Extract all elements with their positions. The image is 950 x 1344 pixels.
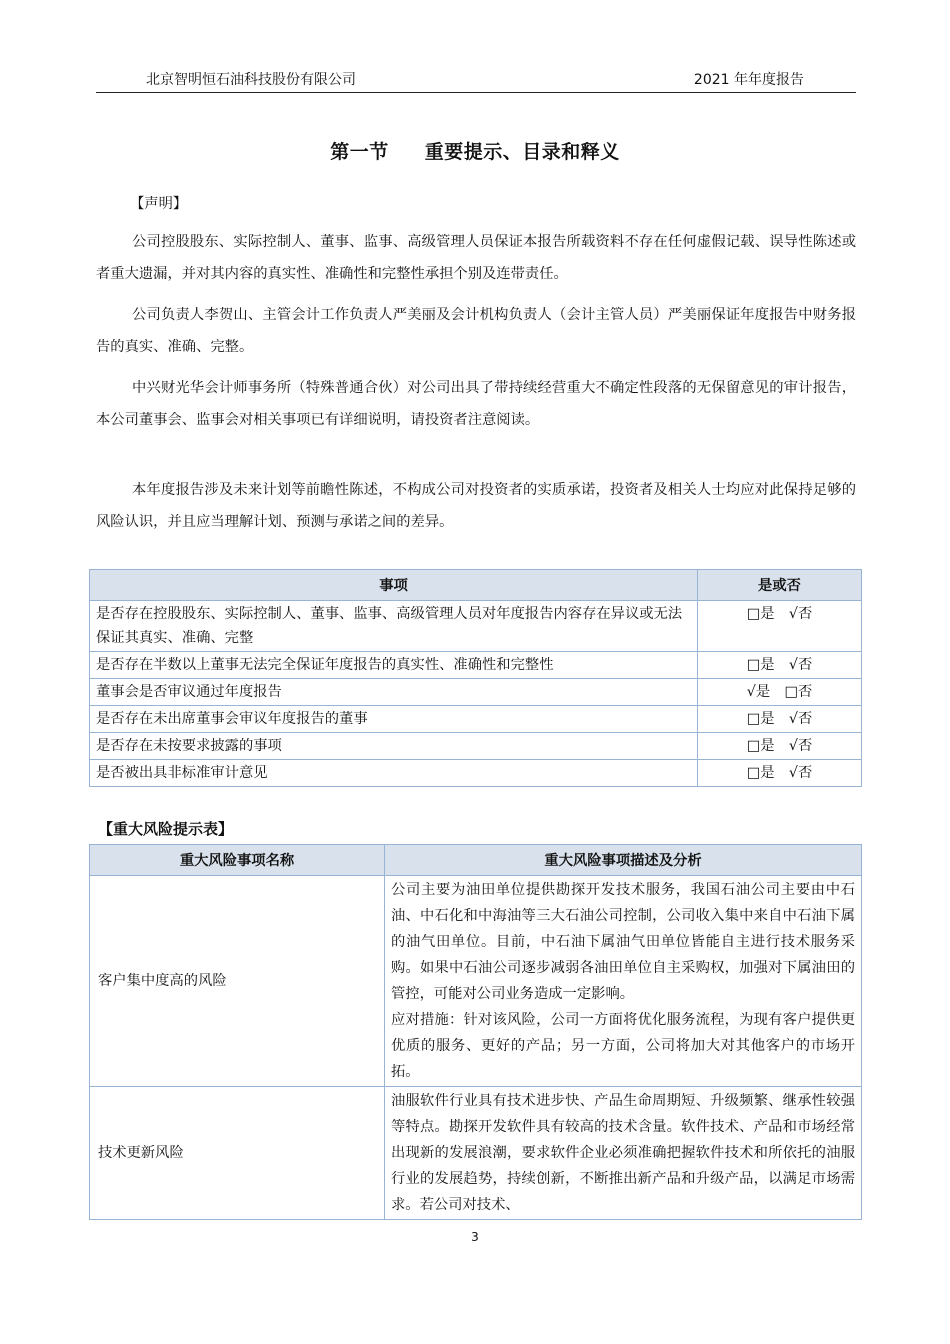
table-row [90,876,862,1087]
risk-table-heading: 【重大风险提示表】 [98,820,234,838]
risk-header-desc: 重大风险事项描述及分析 [385,845,862,876]
table-row [90,706,862,733]
matters-table [89,569,862,787]
risk-table [89,844,862,1220]
matter-item: 是否存在未出席董事会审议年度报告的董事 [90,706,698,733]
risk-name: 技术更新风险 [90,1087,385,1220]
matters-header-answer: 是或否 [698,570,862,601]
matter-item: 是否被出具非标准审计意见 [90,760,698,787]
risk-name: 客户集中度高的风险 [90,876,385,1087]
risk-description [385,876,862,1087]
section-name: 重要提示、目录和释义 [424,141,620,163]
paragraph-responsible-persons: 公司负责人李贺山、主管会计工作负责人严美丽及会计机构负责人（会计主管人员）严美丽保证年度报告中财务报告的真实、准确、完整。 [96,307,856,355]
risk-description [385,1087,862,1220]
risk-description-text: 公司主要为油田单位提供勘探开发技术服务，我国石油公司主要由中石油、中石化和中海油等三大石油公司控制，公司收入集中来自中石油下属的油气田单位。目前，中石油下属油气田单位皆能自主进行技术服务采购。如果中石油公司逐步减弱各油田单位自主采购权，加强对下属油田的管控，可能对公司业务造成一定影响。 [391,882,855,1002]
section-number: 第一节 [330,141,389,163]
table-row [90,601,862,652]
matter-answer: □是 √否 [698,760,862,787]
header-report-title: 2021 年年度报告 [693,72,804,88]
risk-description-text: 油服软件行业具有技术进步快、产品生命周期短、升级频繁、继承性较强等特点。勘探开发软件具有较高的技术含量。软件技术、产品和市场经常出现新的发展浪潮，要求软件企业必须准确把握软件技术和所依托的油服行业的发展趋势，持续创新，不断推出新产品和升级产品，以满足市场需求。若公司对技术、 [391,1093,855,1213]
table-row [90,679,862,706]
matter-item: 是否存在控股股东、实际控制人、董事、监事、高级管理人员对年度报告内容存在异议或无法保证其真实、准确、完整 [90,601,698,652]
page-header [96,68,856,93]
risk-header-name: 重大风险事项名称 [90,845,385,876]
paragraph-forward-looking: 本年度报告涉及未来计划等前瞻性陈述，不构成公司对投资者的实质承诺，投资者及相关人士均应对此保持足够的风险认识，并且应当理解计划、预测与承诺之间的差异。 [96,482,856,530]
matters-header-item: 事项 [90,570,698,601]
matter-item: 是否存在未按要求披露的事项 [90,733,698,760]
matter-item: 董事会是否审议通过年度报告 [90,679,698,706]
header-company: 北京智明恒石油科技股份有限公司 [146,72,356,88]
risk-table-header [90,845,862,876]
matter-answer: √是 □否 [698,679,862,706]
matter-answer: □是 √否 [698,652,862,679]
matters-table-header [90,570,862,601]
table-row [90,652,862,679]
paragraph-assurance: 公司控股股东、实际控制人、董事、监事、高级管理人员保证本报告所载资料不存在任何虚假记载、误导性陈述或者重大遗漏，并对其内容的真实性、准确性和完整性承担个别及连带责任。 [96,234,856,282]
section-title [0,137,950,164]
matter-item: 是否存在半数以上董事无法完全保证年度报告的真实性、准确性和完整性 [90,652,698,679]
table-row [90,733,862,760]
matter-answer: □是 √否 [698,706,862,733]
declaration-label: 【声明】 [130,196,188,212]
paragraph-audit-opinion: 中兴财光华会计师事务所（特殊普通合伙）对公司出具了带持续经营重大不确定性段落的无保留意见的审计报告，本公司董事会、监事会对相关事项已有详细说明，请投资者注意阅读。 [96,380,856,428]
matter-answer: □是 √否 [698,733,862,760]
matter-answer: □是 √否 [698,601,862,652]
page-number: 3 [471,1230,479,1244]
table-row [90,760,862,787]
table-row [90,1087,862,1220]
risk-countermeasure: 应对措施：针对该风险，公司一方面将优化服务流程，为现有客户提供更优质的服务、更好的产品；另一方面，公司将加大对其他客户的市场开拓。 [391,1012,855,1080]
